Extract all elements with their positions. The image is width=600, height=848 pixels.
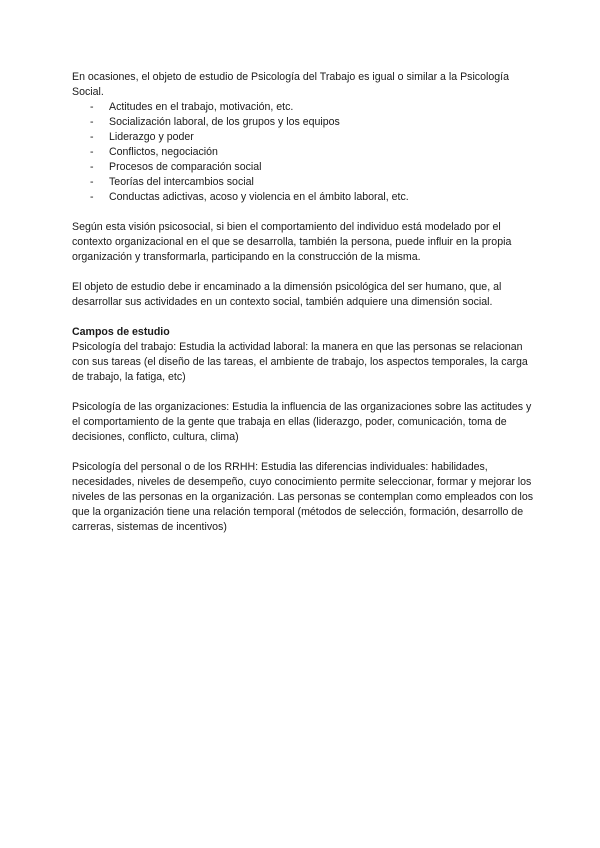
list-item-text: Socialización laboral, de los grupos y los equipos [109,116,340,128]
campo-organizaciones-paragraph: Psicología de las organizaciones: Estudia la influencia de las organizaciones sobre las actitudes y el comportamiento de la gente que trabaja en ellas (liderazgo, poder, comunicación, toma de decisiones, conflicto, cultura, clima) [72,401,532,443]
list-marker: - [90,191,94,203]
list-item-text: Conflictos, negociación [109,146,218,158]
campo-personal-paragraph: Psicología del personal o de los RRHH: Estudia las diferencias individuales: habilidades, necesidades, niveles de desempeño, cuyo conocimiento permite seleccionar, formar y mejorar los niveles de las personas en la organización. Las personas se contemplan como empleados con los que la organización tiene una relación temporal (métodos de selección, formación, desarrollo de carreras, sistemas de incentivos) [72,461,534,533]
document-page [72,70,534,535]
list-item-text: Teorías del intercambios social [109,176,254,188]
list-item [72,175,534,190]
list-item [72,160,534,175]
psicosocial-paragraph: Según esta visión psicosocial, si bien el comportamiento del individuo está modelado por el contexto organizacional en el que se desarrolla, también la persona, puede influir en la propia organización y transformarla, participando en la construcción de la misma. [72,221,512,263]
list-item [72,115,534,130]
campo-trabajo-paragraph: Psicología del trabajo: Estudia la actividad laboral: la manera en que las personas se relacionan con sus tareas (el diseño de las tareas, el ambiente de trabajo, los aspectos temporales, la carga de trabajo, la fatiga, etc) [72,341,528,383]
list-item-text: Actitudes en el trabajo, motivación, etc. [109,101,294,113]
list-marker: - [90,101,94,113]
list-marker: - [90,131,94,143]
list-item [72,145,534,160]
list-item [72,130,534,145]
list-marker: - [90,161,94,173]
intro-paragraph: En ocasiones, el objeto de estudio de Psicología del Trabajo es igual o similar a la Psicología Social. [72,71,509,98]
list-item [72,100,534,115]
section-heading: Campos de estudio [72,326,170,338]
list-marker: - [90,116,94,128]
list-item-text: Conductas adictivas, acoso y violencia en el ámbito laboral, etc. [109,191,409,203]
list-marker: - [90,176,94,188]
list-item-text: Procesos de comparación social [109,161,262,173]
topics-list [72,100,534,205]
list-marker: - [90,146,94,158]
list-item [72,190,534,205]
objeto-paragraph: El objeto de estudio debe ir encaminado a la dimensión psicológica del ser humano, que, al desarrollar sus actividades en un contexto social, también adquiere una dimensión social. [72,281,502,308]
list-item-text: Liderazgo y poder [109,131,194,143]
